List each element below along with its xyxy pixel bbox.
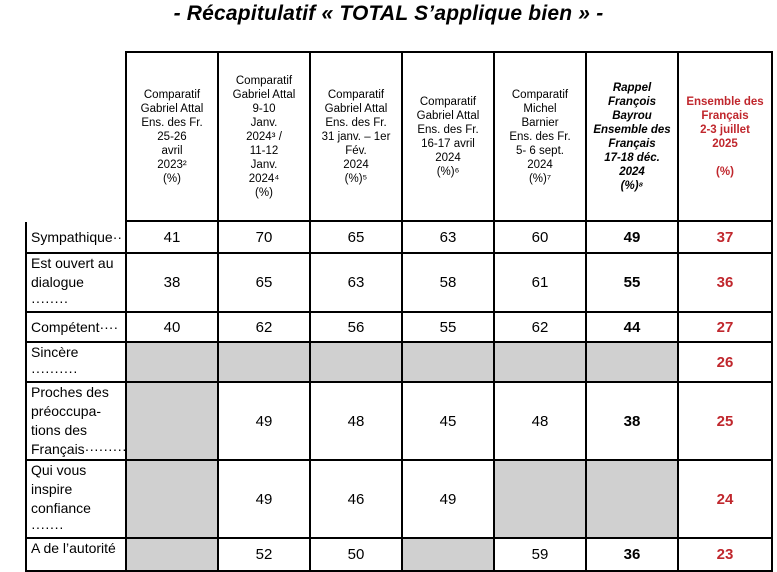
column-header-line: 2024⁴: [248, 172, 280, 185]
column-header-line: Gabriel Attal: [324, 102, 388, 115]
column-header-line: Gabriel Attal: [416, 109, 480, 122]
value-cell: 63: [311, 254, 403, 313]
value-cell: 61: [495, 254, 587, 313]
row-label: Qui vous inspire confiance ·······: [25, 461, 127, 539]
column-header: [495, 51, 587, 222]
recap-table: [25, 51, 773, 572]
value-cell: [587, 461, 679, 539]
column-header-line: Ens. des Fr.: [141, 116, 203, 129]
column-header: [587, 51, 679, 222]
column-header-line: (%): [716, 165, 734, 178]
column-header-line: avril: [161, 144, 183, 157]
value-cell: 41: [127, 222, 219, 254]
value-cell: 36: [587, 539, 679, 572]
value-cell: 58: [403, 254, 495, 313]
column-header-line: Ensemble des: [686, 95, 764, 108]
column-header-line: Bayrou: [612, 109, 652, 122]
column-header: [219, 51, 311, 222]
value-cell: 38: [587, 383, 679, 461]
value-cell: 70: [219, 222, 311, 254]
row-label: Sincère ··········: [25, 343, 127, 383]
header-row: [25, 51, 773, 222]
value-cell: [403, 539, 495, 572]
value-cell: [587, 343, 679, 383]
value-cell: 27: [679, 313, 773, 343]
column-header-line: 5- 6 sept.: [516, 144, 564, 157]
value-cell: [219, 343, 311, 383]
value-cell: 65: [219, 254, 311, 313]
column-header-line: Français: [701, 109, 749, 122]
value-cell: [495, 461, 587, 539]
column-header: [127, 51, 219, 222]
column-header-line: (%)⁸: [620, 179, 644, 192]
value-cell: 36: [679, 254, 773, 313]
column-header-line: 11-12: [249, 144, 279, 157]
column-header-line: 2-3 juillet: [700, 123, 750, 136]
value-cell: 26: [679, 343, 773, 383]
value-cell: 60: [495, 222, 587, 254]
value-cell: 40: [127, 313, 219, 343]
column-header-line: (%): [163, 172, 181, 185]
column-header-line: 2024: [435, 151, 461, 164]
value-cell: 62: [495, 313, 587, 343]
column-header-line: Ens. des Fr.: [417, 123, 479, 136]
value-cell: 52: [219, 539, 311, 572]
table-row: [25, 539, 773, 572]
column-header-line: 16-17 avril: [421, 137, 475, 150]
column-header-line: (%)⁶: [436, 165, 460, 178]
column-header-line: 2024: [343, 158, 369, 171]
value-cell: 49: [587, 222, 679, 254]
column-header-line: Janv.: [250, 116, 278, 129]
value-cell: 56: [311, 313, 403, 343]
column-header: [311, 51, 403, 222]
value-cell: 63: [403, 222, 495, 254]
column-header: [679, 51, 773, 222]
column-header-line: 2023²: [157, 158, 187, 171]
column-header-line: François: [608, 95, 656, 108]
column-header-line: (%)⁷: [528, 172, 552, 185]
column-header-line: 25-26: [157, 130, 187, 143]
value-cell: 23: [679, 539, 773, 572]
column-header-line: (%): [255, 186, 273, 199]
column-header-line: Ens. des Fr.: [325, 116, 387, 129]
column-header-line: 2024: [619, 165, 645, 178]
page-title: - Récapitulatif « TOTAL S’applique bien » -: [173, 2, 604, 25]
column-header-line: Michel: [523, 102, 557, 115]
value-cell: 59: [495, 539, 587, 572]
value-cell: 49: [219, 461, 311, 539]
column-header-line: Comparatif: [419, 95, 477, 108]
value-cell: 48: [495, 383, 587, 461]
value-cell: [403, 343, 495, 383]
column-header-line: Comparatif: [327, 88, 385, 101]
value-cell: [311, 343, 403, 383]
value-cell: 50: [311, 539, 403, 572]
value-cell: 45: [403, 383, 495, 461]
table-row: [25, 254, 773, 313]
value-cell: 44: [587, 313, 679, 343]
value-cell: 49: [219, 383, 311, 461]
value-cell: [495, 343, 587, 383]
row-label: Sympathique··: [25, 222, 127, 254]
column-header-line: Comparatif: [511, 88, 569, 101]
column-header-line: Rappel: [612, 81, 652, 94]
column-header-line: Gabriel Attal: [232, 88, 296, 101]
table-row: [25, 383, 773, 461]
value-cell: 24: [679, 461, 773, 539]
table-row: [25, 343, 773, 383]
table-row: [25, 222, 773, 254]
value-cell: 25: [679, 383, 773, 461]
value-cell: 65: [311, 222, 403, 254]
column-header-line: Gabriel Attal: [140, 102, 204, 115]
value-cell: 38: [127, 254, 219, 313]
column-header-line: Français: [608, 137, 656, 150]
column-header-line: Comparatif: [235, 74, 293, 87]
column-header-line: Fév.: [345, 144, 367, 157]
column-header-line: 31 janv. – 1er: [321, 130, 391, 143]
value-cell: [127, 383, 219, 461]
value-cell: 55: [403, 313, 495, 343]
column-header-line: Ens. des Fr.: [509, 130, 571, 143]
value-cell: 55: [587, 254, 679, 313]
column-header-line: 2024³ /: [246, 130, 282, 143]
value-cell: 62: [219, 313, 311, 343]
column-header-line: 9-10: [252, 102, 276, 115]
column-header-line: Barnier: [521, 116, 559, 129]
value-cell: 46: [311, 461, 403, 539]
value-cell: 37: [679, 222, 773, 254]
column-header-line: Ensemble des: [593, 123, 671, 136]
value-cell: 49: [403, 461, 495, 539]
column-header-line: 2024: [527, 158, 553, 171]
value-cell: [127, 539, 219, 572]
row-label: Est ouvert au dialogue ········: [25, 254, 127, 313]
row-label: Compétent····: [25, 313, 127, 343]
column-header-line: 17-18 déc.: [604, 151, 660, 164]
column-header-line: 2025: [712, 137, 738, 150]
column-header-line: Comparatif: [143, 88, 201, 101]
column-header-line: (%)⁵: [344, 172, 368, 185]
row-label: A de l’autorité: [25, 539, 127, 572]
corner-cell: [25, 51, 127, 222]
column-header-line: Janv.: [250, 158, 278, 171]
row-label: Proches des préoccupa-tions des Français·········: [25, 383, 127, 461]
value-cell: 48: [311, 383, 403, 461]
value-cell: [127, 343, 219, 383]
column-header: [403, 51, 495, 222]
table-row: [25, 313, 773, 343]
value-cell: [127, 461, 219, 539]
table-row: [25, 461, 773, 539]
